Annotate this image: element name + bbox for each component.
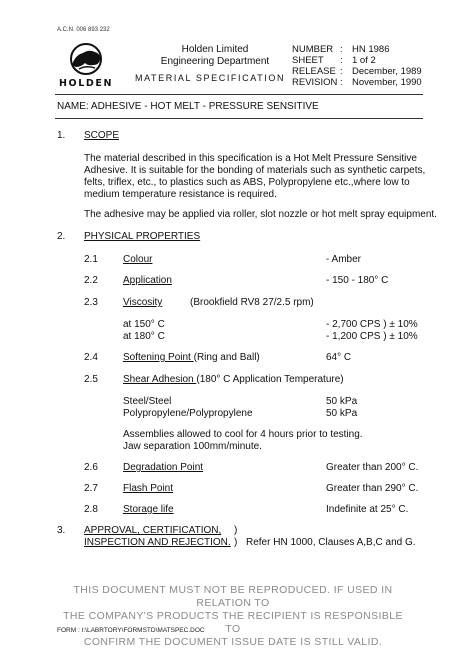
holden-logo <box>55 43 117 87</box>
warning-line-1: THIS DOCUMENT MUST NOT BE REPRODUCED. IF USED IN RELATION TO <box>73 584 393 609</box>
viscosity-temp-2: at 180° C <box>123 331 165 342</box>
company-block <box>150 44 280 68</box>
meta-release: RELEASE : December, 1989 <box>292 66 422 77</box>
meta-sheet: SHEET : 1 of 2 <box>292 55 376 66</box>
viscosity-value-2: - 1,200 CPS ) ± 10% <box>326 331 418 342</box>
header-divider <box>55 94 423 95</box>
item-2-7-number: 2.7 <box>84 483 98 494</box>
scope-line-4: medium temperature resistance is required. <box>84 189 277 200</box>
flash-point-label: Flash Point <box>123 483 174 494</box>
scope-line-3: felts, triflex, etc., to plastics such as ABS, Polypropylene etc.,where low to <box>84 177 410 188</box>
lion-emblem-icon <box>55 43 117 75</box>
viscosity-temp-1: at 150° C <box>123 319 165 330</box>
section-2-number: 2. <box>57 231 66 242</box>
meta-number: NUMBER : HN 1986 <box>292 44 390 55</box>
flash-point-value: Greater than 290° C. <box>326 483 419 494</box>
document-meta <box>292 44 422 88</box>
scope-paragraph-2: The adhesive may be applied via roller, slot nozzle or hot melt spray equipment. <box>84 209 437 220</box>
shear-note-1: Assemblies allowed to cool for 4 hours prior to testing. <box>123 429 363 440</box>
item-2-4-number: 2.4 <box>84 352 98 363</box>
reproduction-warning <box>55 584 411 649</box>
name-divider <box>55 118 423 119</box>
shear-label: Shear Adhesion <box>123 374 197 385</box>
softening-method: (Ring and Ball) <box>193 352 260 363</box>
shear-material-1: Steel/Steel <box>123 396 172 407</box>
shear-condition: (180° C Application Temperature) <box>196 374 344 385</box>
section-1-number: 1. <box>57 130 66 141</box>
shear-adhesion <box>123 374 344 386</box>
application-label: Application <box>123 275 172 286</box>
section-3-bracket-2: ) <box>234 537 238 548</box>
warning-line-2: THE COMPANY'S PRODUCTS THE RECIPIENT IS RESPONSIBLE TO <box>63 610 403 635</box>
storage-life-label: Storage life <box>123 504 174 515</box>
softening-value: 64° C <box>326 352 352 363</box>
section-3-reference: Refer HN 1000, Clauses A,B,C and G. <box>246 537 416 548</box>
viscosity-label: Viscosity <box>123 297 163 308</box>
shear-value-1: 50 kPa <box>326 396 358 407</box>
department-name: Engineering Department <box>160 56 270 67</box>
meta-revision: REVISION : November, 1990 <box>292 77 422 88</box>
scope-line-1: The material described in this specification is a Hot Melt Pressure Sensitive <box>84 153 417 164</box>
colour-value: - Amber <box>326 254 362 265</box>
section-3-bracket-1: ) <box>234 525 238 536</box>
document-type: MATERIAL SPECIFICATION <box>135 73 286 83</box>
section-2-title: PHYSICAL PROPERTIES <box>84 231 201 242</box>
shear-note-2: Jaw separation 100mm/minute. <box>123 441 262 452</box>
company-name: Holden Limited <box>181 44 249 55</box>
warning-line-3: CONFIRM THE DOCUMENT ISSUE DATE IS STILL VALID. <box>83 636 383 648</box>
acn-number: A.C.N. 006 893 232 <box>57 27 110 33</box>
form-path: FORM : I:\LABRTORY\FORMSTD\MATSPEC.DOC <box>57 627 205 634</box>
item-2-2-number: 2.2 <box>84 275 98 286</box>
section-3-number: 3. <box>57 525 66 536</box>
section-3-title-line-1: APPROVAL, CERTIFICATION, <box>84 525 222 536</box>
scope-line-2: Adhesive. It is suitable for the bonding of materials such as synthetic carpets, <box>84 165 426 176</box>
holden-wordmark: HOLDEN <box>58 78 113 89</box>
application-value: - 150 - 180° C <box>326 275 389 286</box>
item-2-8-number: 2.8 <box>84 504 98 515</box>
storage-life-value: Indefinite at 25° C. <box>326 504 409 515</box>
viscosity-value-1: - 2,700 CPS ) ± 10% <box>326 319 418 330</box>
item-2-6-number: 2.6 <box>84 462 98 473</box>
viscosity-method: (Brookfield RV8 27/2.5 rpm) <box>190 297 314 308</box>
item-2-5-number: 2.5 <box>84 374 98 385</box>
item-2-1-number: 2.1 <box>84 254 98 265</box>
material-name: NAME: ADHESIVE - HOT MELT - PRESSURE SENSITIVE <box>57 101 319 112</box>
shear-value-2: 50 kPa <box>326 408 358 419</box>
degradation-value: Greater than 200° C. <box>326 462 419 473</box>
degradation-label: Degradation Point <box>123 462 204 473</box>
softening-point <box>123 352 260 364</box>
colour-label: Colour <box>123 254 153 265</box>
item-2-3-number: 2.3 <box>84 297 98 308</box>
softening-label: Softening Point <box>123 352 194 363</box>
section-3-title-line-2: INSPECTION AND REJECTION. <box>84 537 231 548</box>
shear-material-2: Polypropylene/Polypropylene <box>123 408 253 419</box>
section-1-title: SCOPE <box>84 130 120 141</box>
